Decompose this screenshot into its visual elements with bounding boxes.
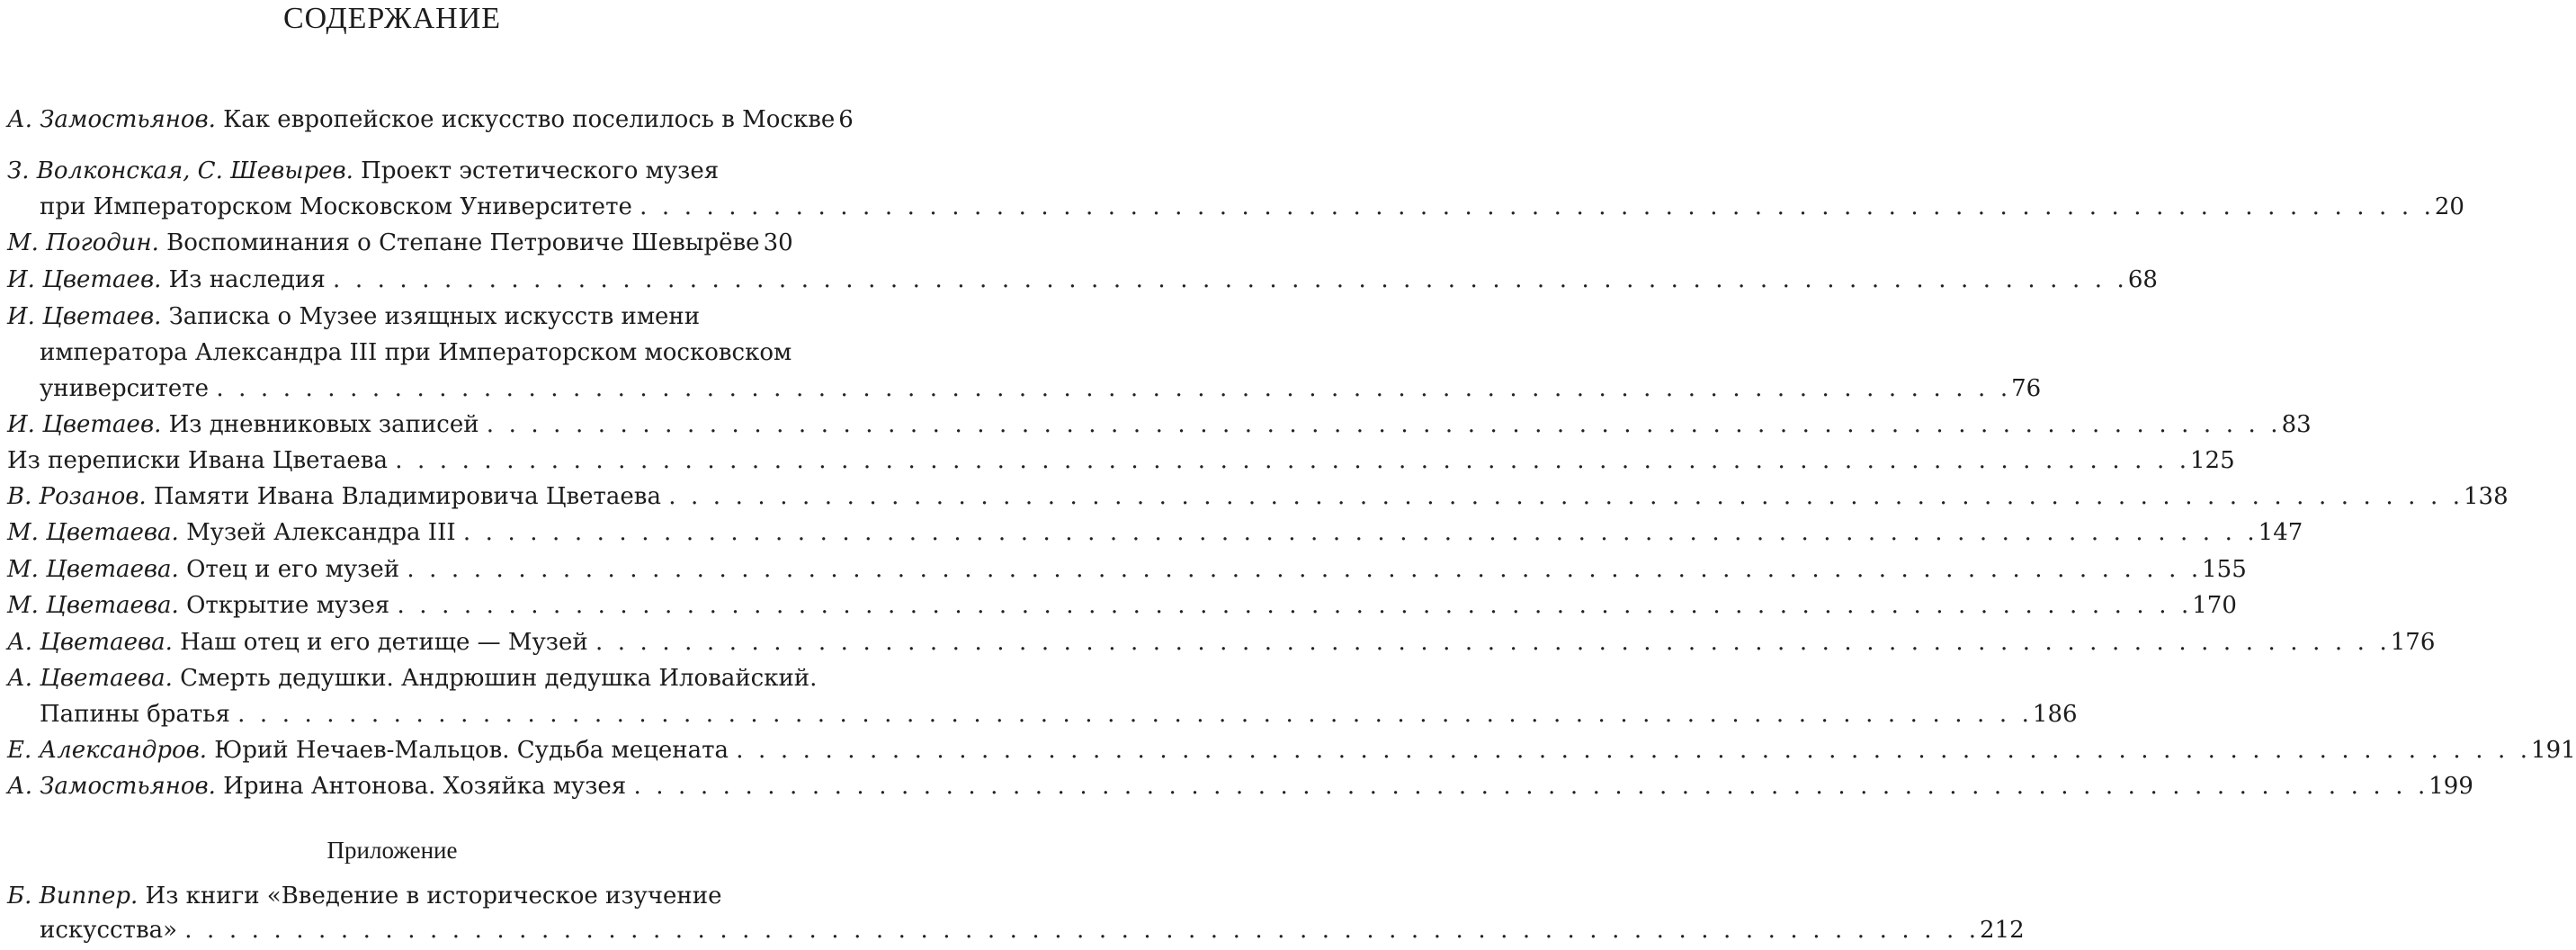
toc-entry-continuation bbox=[40, 371, 2042, 407]
appendix-heading: Приложение bbox=[326, 837, 458, 864]
entry-title: Музей Александра III bbox=[186, 519, 456, 546]
entry-title: Папины братья bbox=[40, 701, 230, 728]
entry-page-number: 68 bbox=[2127, 266, 2158, 293]
entry-author: Е. Александров. bbox=[7, 737, 208, 764]
toc-entry bbox=[7, 768, 2473, 804]
entry-author: А. Замостьянов. bbox=[7, 773, 216, 800]
entry-title: Проект эстетического музея bbox=[361, 157, 720, 184]
entry-author: Б. Виппер. bbox=[7, 883, 139, 910]
entry-title: Юрий Нечаев-Мальцов. Судьба мецената bbox=[214, 737, 729, 764]
entry-author: И. Цветаев. bbox=[7, 303, 162, 330]
toc-entry-text bbox=[7, 153, 719, 189]
toc-entry-text bbox=[7, 551, 399, 587]
toc-entry bbox=[7, 515, 2303, 551]
toc-entry-text bbox=[7, 624, 588, 660]
toc-entry-continuation bbox=[40, 189, 2464, 225]
entry-title: Из книги «Введение в историческое изучение bbox=[145, 883, 722, 910]
entry-page-number: 191 bbox=[2531, 737, 2576, 764]
toc-entry bbox=[7, 551, 2247, 587]
entry-page-number: 170 bbox=[2192, 592, 2237, 619]
dot-leader bbox=[209, 371, 2008, 407]
entry-title: императора Александра III при Императорском московском bbox=[40, 339, 792, 366]
entry-page-number: 147 bbox=[2258, 519, 2303, 546]
dot-leader bbox=[588, 624, 2387, 660]
toc-entry-text bbox=[7, 262, 326, 298]
dot-leader bbox=[326, 262, 2124, 298]
entry-page-number: 125 bbox=[2190, 447, 2235, 474]
entry-title: университете bbox=[40, 375, 210, 402]
toc-entry bbox=[7, 624, 2436, 660]
toc-entry bbox=[7, 732, 2576, 768]
toc-entry-text bbox=[7, 660, 817, 696]
toc-entry-text bbox=[7, 407, 479, 443]
entry-title: Отец и его музей bbox=[186, 556, 400, 583]
dot-leader bbox=[389, 587, 2188, 623]
toc-entry bbox=[7, 443, 2235, 479]
entry-title: Записка о Музее изящных искусств имени bbox=[168, 303, 701, 330]
dot-leader bbox=[177, 912, 1976, 948]
toc-entry bbox=[7, 102, 854, 138]
toc-entry-text bbox=[7, 732, 729, 768]
dot-leader bbox=[632, 189, 2431, 225]
entry-author: М. Цветаева. bbox=[7, 592, 179, 619]
toc-entry-text bbox=[7, 225, 760, 261]
entry-author: А. Цветаева. bbox=[7, 629, 173, 656]
toc-entry-text bbox=[7, 299, 700, 335]
entry-author: З. Волконская, С. Шевырев. bbox=[7, 157, 353, 184]
entry-title: Ирина Антонова. Хозяйка музея bbox=[223, 773, 627, 800]
entry-title: Воспоминания о Степане Петровиче Шевырёве bbox=[166, 229, 760, 256]
entry-author: И. Цветаев. bbox=[7, 266, 162, 293]
entry-author: М. Погодин. bbox=[7, 229, 159, 256]
dot-leader bbox=[230, 696, 2029, 732]
dot-leader bbox=[626, 768, 2425, 804]
toc-entry-text bbox=[7, 515, 456, 551]
entry-page-number: 30 bbox=[763, 229, 793, 256]
dot-leader bbox=[729, 732, 2527, 768]
toc-entry bbox=[7, 660, 818, 696]
toc-entry-text bbox=[7, 878, 721, 914]
entry-title: Открытие музея bbox=[186, 592, 390, 619]
toc-entry-continuation bbox=[40, 912, 2025, 948]
toc-entry-text bbox=[7, 587, 389, 623]
entry-page-number: 155 bbox=[2202, 556, 2247, 583]
toc-entry bbox=[7, 262, 2158, 298]
entry-author: И. Цветаев. bbox=[7, 411, 162, 438]
entry-title: Как европейское искусство поселилось в Москве bbox=[223, 106, 836, 133]
toc-entry-text bbox=[7, 479, 661, 515]
entry-author: В. Розанов. bbox=[7, 483, 147, 510]
toc-entry bbox=[7, 587, 2237, 623]
entry-page-number: 212 bbox=[1980, 917, 2025, 944]
entry-title: Из наследия bbox=[168, 266, 326, 293]
entry-title: Наш отец и его детище — Музей bbox=[180, 629, 588, 656]
toc-entry bbox=[7, 878, 782, 914]
entry-page-number: 138 bbox=[2464, 483, 2509, 510]
entry-page-number: 186 bbox=[2032, 701, 2078, 728]
toc-entry-text bbox=[7, 768, 626, 804]
entry-author: М. Цветаева. bbox=[7, 519, 179, 546]
contents-title: СОДЕРЖАНИЕ bbox=[282, 2, 502, 35]
toc-entry-text bbox=[7, 102, 835, 138]
entry-title: Памяти Ивана Владимировича Цветаева bbox=[153, 483, 661, 510]
entry-title: Из дневниковых записей bbox=[168, 411, 479, 438]
dot-leader bbox=[388, 443, 2187, 479]
dot-leader bbox=[456, 515, 2255, 551]
toc-entry-continuation bbox=[40, 335, 792, 371]
dot-leader bbox=[399, 551, 2198, 587]
entry-title: искусства» bbox=[40, 917, 177, 944]
entry-title: Смерть дедушки. Андрюшин дедушка Иловайский. bbox=[180, 665, 818, 692]
dot-leader bbox=[661, 479, 2460, 515]
entry-author: А. Замостьянов. bbox=[7, 106, 216, 133]
entry-author: М. Цветаева. bbox=[7, 556, 179, 583]
entry-page-number: 199 bbox=[2428, 773, 2473, 800]
entry-author: А. Цветаева. bbox=[7, 665, 173, 692]
entry-page-number: 20 bbox=[2434, 193, 2464, 220]
toc-entry bbox=[7, 225, 793, 261]
toc-entry bbox=[7, 153, 782, 189]
entry-title: при Императорском Московском Университете bbox=[40, 193, 632, 220]
entry-page-number: 83 bbox=[2281, 411, 2312, 438]
toc-entry bbox=[7, 407, 2312, 443]
dot-leader bbox=[479, 407, 2278, 443]
toc-entry bbox=[7, 299, 782, 335]
toc-entry bbox=[7, 479, 2509, 515]
entry-page-number: 6 bbox=[838, 106, 854, 133]
toc-entry-continuation bbox=[40, 696, 2078, 732]
entry-page-number: 176 bbox=[2390, 629, 2436, 656]
entry-page-number: 76 bbox=[2011, 375, 2042, 402]
entry-title: Из переписки Ивана Цветаева bbox=[7, 447, 388, 474]
